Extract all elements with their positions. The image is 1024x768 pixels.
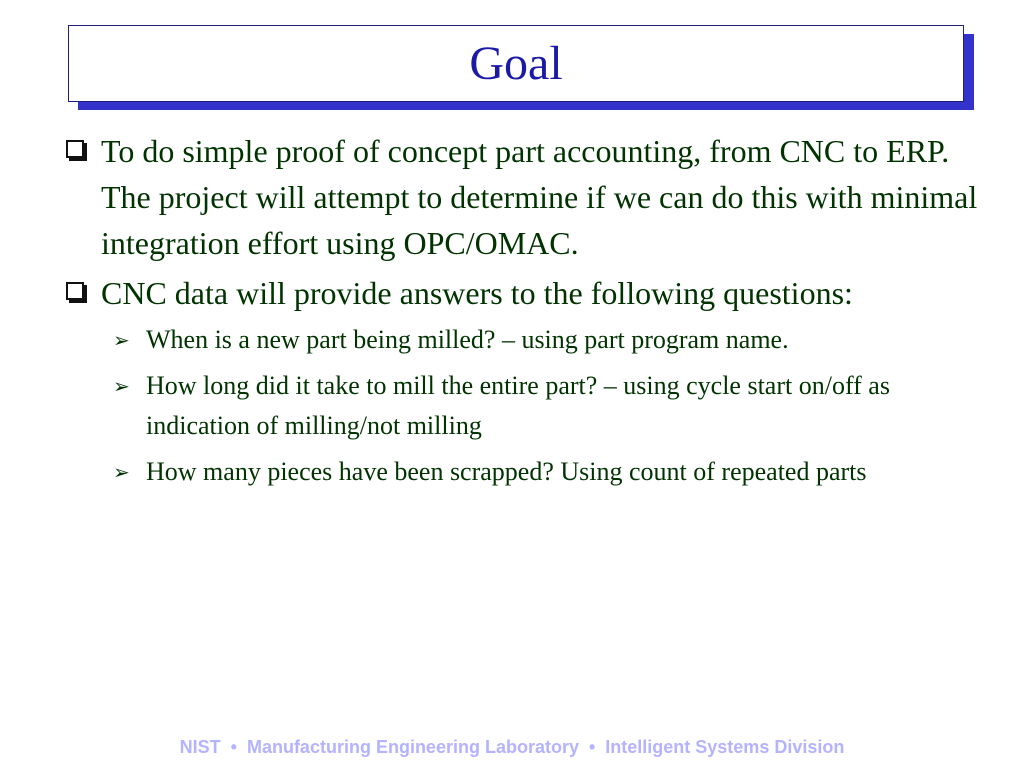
bullet-item [64, 128, 994, 266]
sub-bullet-item [64, 320, 994, 360]
checkbox-icon [66, 140, 84, 158]
sub-bullet-text: When is a new part being milled? – using part program name. [146, 325, 789, 354]
sub-bullet-item [64, 452, 994, 492]
arrowhead-icon: ➢ [113, 328, 130, 352]
slide-footer: NIST • Manufacturing Engineering Laboratory • Intelligent Systems Division [179, 737, 845, 757]
sub-bullet-list [64, 320, 994, 492]
sub-bullet-text: How long did it take to mill the entire part? – using cycle start on/off as indication of milling/not milling [146, 371, 903, 440]
title-box [68, 25, 964, 102]
slide-body [64, 128, 994, 498]
arrowhead-icon: ➢ [113, 460, 130, 484]
bullet-item [64, 270, 994, 316]
bullet-text: CNC data will provide answers to the following questions: [101, 275, 853, 311]
slide-title: Goal [469, 36, 563, 90]
sub-bullet-item [64, 366, 994, 446]
sub-bullet-text: How many pieces have been scrapped? Using count of repeated parts [146, 457, 867, 486]
arrowhead-icon: ➢ [113, 374, 130, 398]
bullet-text: To do simple proof of concept part accounting, from CNC to ERP. The project will attempt to determine if we can do this with minimal integration effort using OPC/OMAC. [101, 133, 978, 261]
checkbox-icon [66, 282, 84, 300]
